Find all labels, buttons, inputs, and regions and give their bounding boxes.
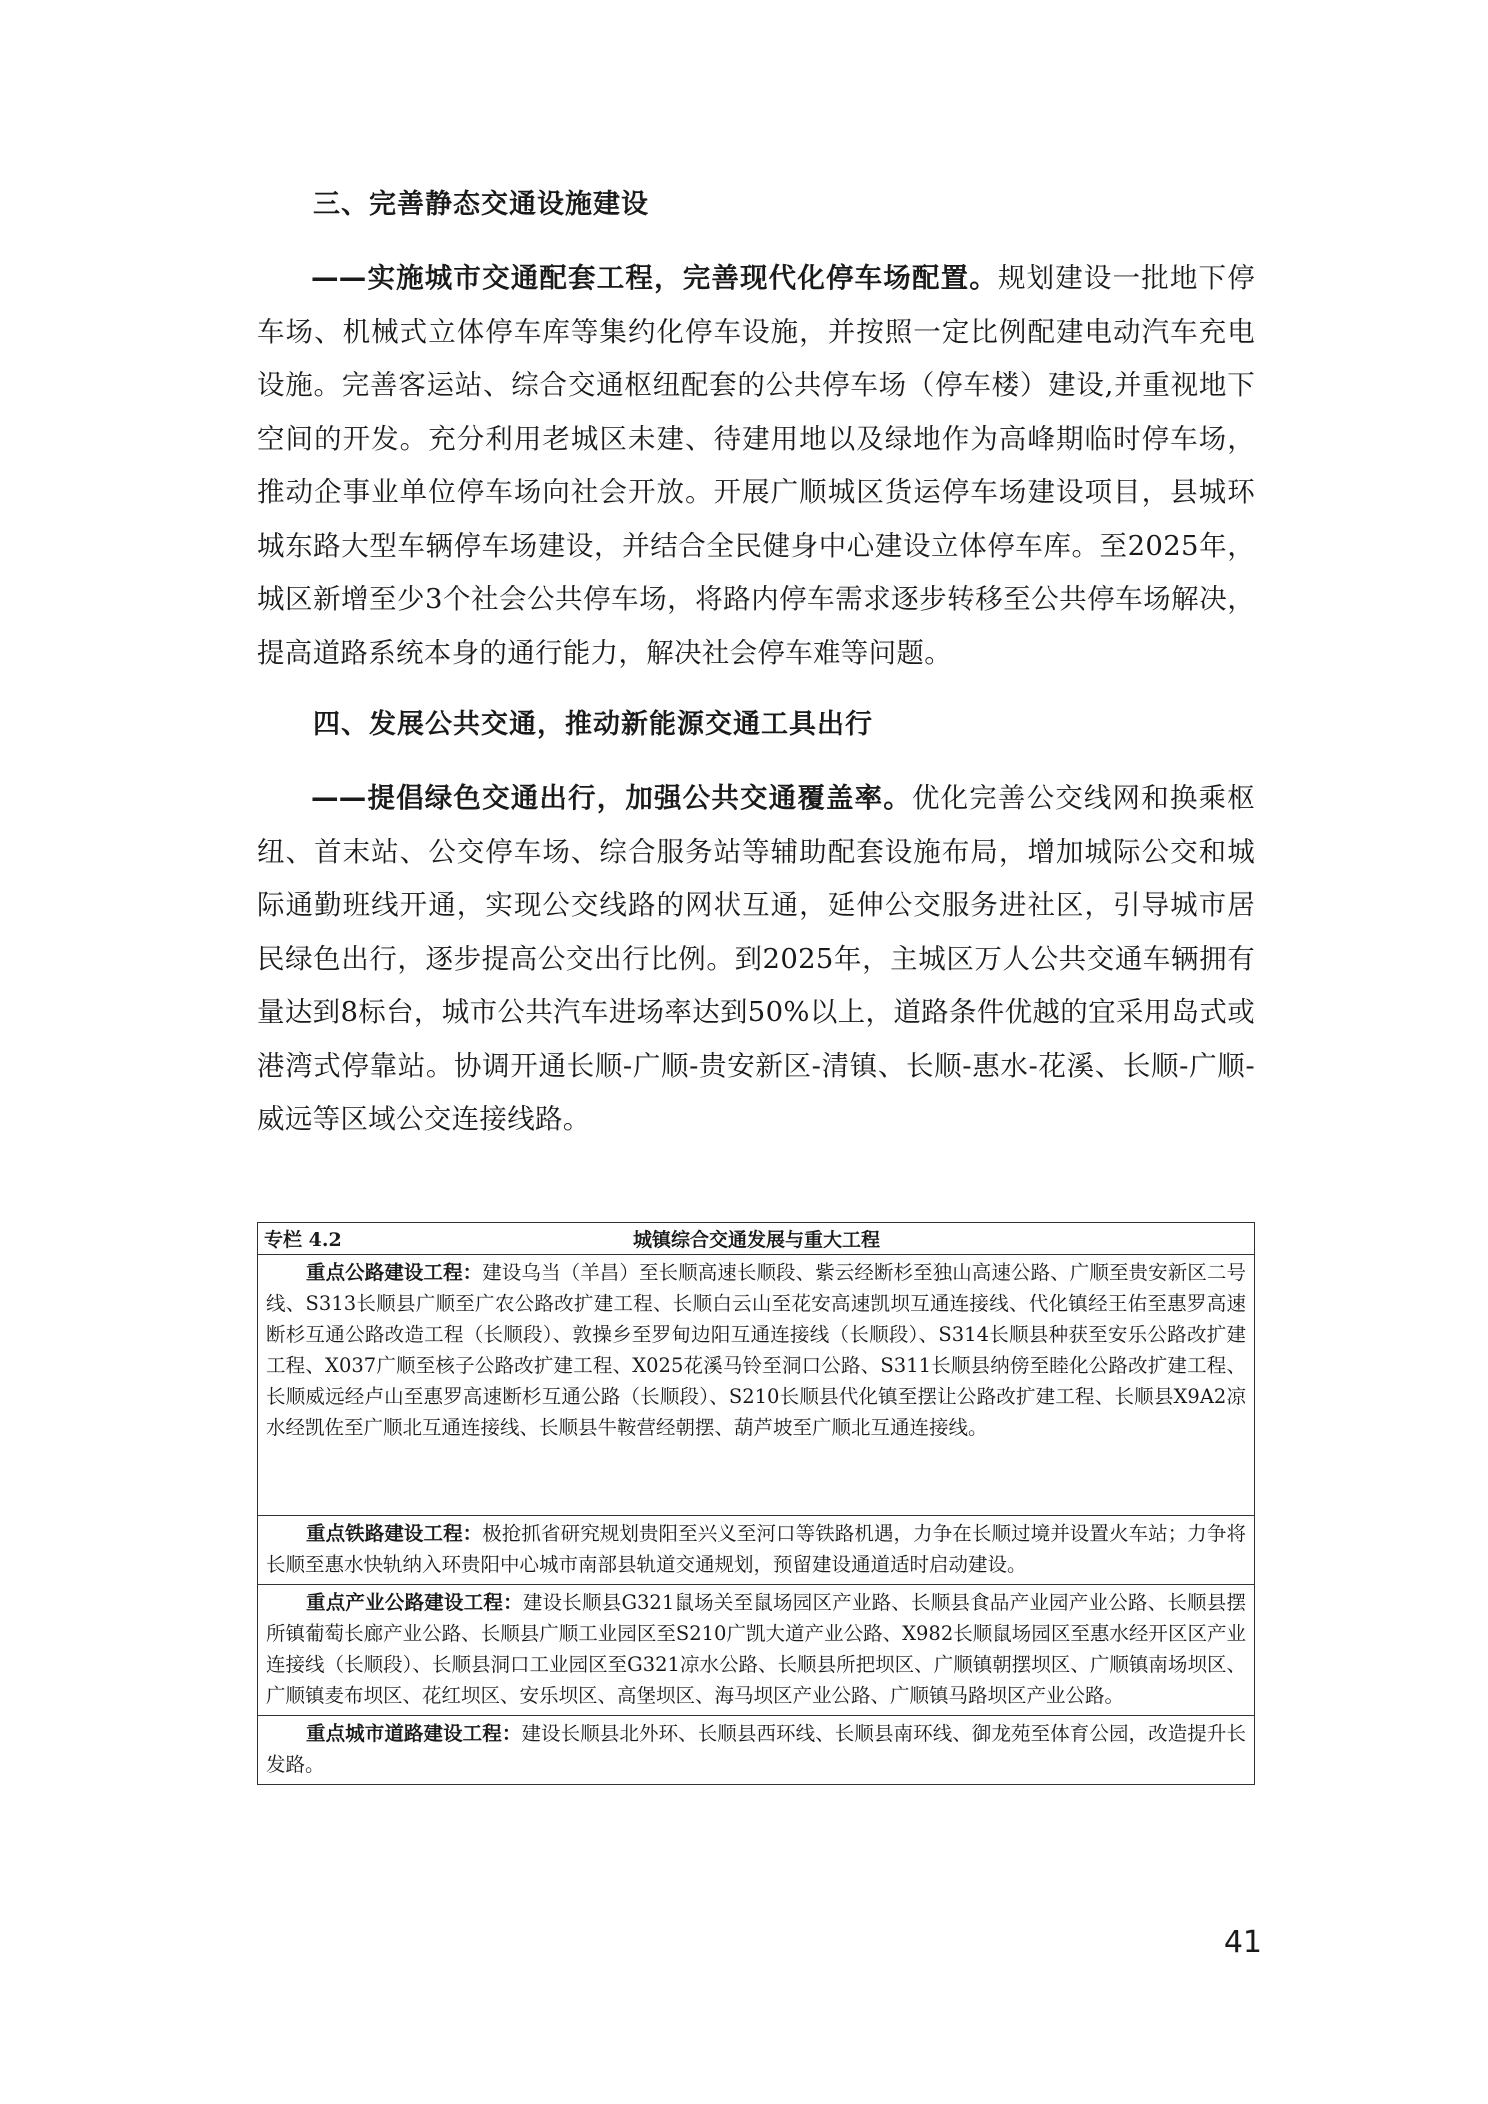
feature-box [257, 1222, 1255, 1785]
section4-heading: 四、发展公共交通，推动新能源交通工具出行 [313, 709, 873, 740]
box-item-text: 建设乌当（羊昌）至长顺高速长顺段、紫云经断杉至独山高速公路、广顺至贵安新区二号线、S313长顺县广顺至广农公路改扩建工程、长顺白云山至花安高速凯坝互通连接线、代化镇经王佑至惠罗高速断杉互通公路改造工程（长顺段）、敦操乡至罗甸边阳互通连接线（长顺段）、S314长顺县种获至安乐公路改扩建工程、X037广顺至核子公路改扩建工程、X025花溪马铃至洞口公路、S311长顺县纳傍至睦化公路改扩建工程、长顺威远经卢山至惠罗高速断杉互通公路（长顺段）、S210长顺县代化镇至摆让公路改扩建工程、长顺县X9A2凉水经凯佐至广顺北互通连接线、长顺县牛鞍营经朝摆、葫芦坡至广顺北互通连接线。 [266, 1261, 1246, 1439]
box-item-railway [258, 1516, 1254, 1585]
box-item-label: 重点公路建设工程： [306, 1261, 483, 1284]
box-item-label: 重点城市道路建设工程： [306, 1722, 522, 1745]
section4-body: 优化完善公交线网和换乘枢纽、首末站、公交停车场、综合服务站等辅助配套设施布局，增加城际公交和城际通勤班线开通，实现公交线路的网状互通，延伸公交服务进社区，引导城市居民绿色出行，逐步提高公交出行比例。到2025年，主城区万人公共交通车辆拥有量达到8标台，城市公共汽车进场率达到50%以上，道路条件优越的宜采用岛式或港湾式停靠站。协调开通长顺-广顺-贵安新区-清镇、长顺-惠水-花溪、长顺-广顺-威远等区域公交连接线路。 [257, 782, 1255, 1135]
section3-heading: 三、完善静态交通设施建设 [313, 189, 649, 220]
box-item-label: 重点铁路建设工程： [306, 1522, 483, 1545]
feature-box-header [258, 1223, 1254, 1255]
feature-box-title: 城镇综合交通发展与重大工程 [633, 1229, 881, 1251]
section3-lead: ——实施城市交通配套工程，完善现代化停车场配置。 [311, 262, 998, 294]
section4-paragraph [257, 772, 1255, 1147]
section3-body: 规划建设一批地下停车场、机械式立体停车库等集约化停车设施，并按照一定比例配建电动汽车充电设施。完善客运站、综合交通枢纽配套的公共停车场（停车楼）建设,并重视地下空间的开发。充分利用老城区未建、待建用地以及绿地作为高峰期临时停车场，推动企事业单位停车场向社会开放。开展广顺城区货运停车场建设项目，县城环城东路大型车辆停车场建设，并结合全民健身中心建设立体停车库。至2025年，城区新增至少3个社会公共停车场，将路内停车需求逐步转移至公共停车场解决，提高道路系统本身的通行能力，解决社会停车难等问题。 [257, 262, 1255, 669]
section4-lead: ——提倡绿色交通出行，加强公共交通覆盖率。 [311, 782, 912, 814]
box-item-label: 重点产业公路建设工程： [306, 1591, 523, 1614]
feature-box-code: 专栏 4.2 [264, 1229, 342, 1251]
box-item-text: 建设长顺县北外环、长顺县西环线、长顺县南环线、御龙苑至体育公园，改造提升长发路。 [266, 1722, 1246, 1776]
box-item-highway [258, 1255, 1254, 1516]
box-item-city-road [258, 1716, 1254, 1784]
box-item-industry-road [258, 1585, 1254, 1716]
page-number: 41 [1223, 1925, 1262, 1960]
main-text [257, 180, 1255, 1167]
box-item-text: 建设长顺县G321鼠场关至鼠场园区产业路、长顺县食品产业园产业公路、长顺县摆所镇葡萄长廊产业公路、长顺县广顺工业园区至S210广凯大道产业公路、X982长顺鼠场园区至惠水经开区区产业连接线（长顺段）、长顺县洞口工业园区至G321凉水公路、长顺县所把坝区、广顺镇朝摆坝区、广顺镇南场坝区、广顺镇麦布坝区、花红坝区、安乐坝区、高堡坝区、海马坝区产业公路、广顺镇马路坝区产业公路。 [266, 1591, 1246, 1707]
box-item-text: 极抢抓省研究规划贵阳至兴义至河口等铁路机遇，力争在长顺过境并设置火车站；力争将长顺至惠水快轨纳入环贵阳中心城市南部县轨道交通规划，预留建设通道适时启动建设。 [266, 1522, 1246, 1576]
section3-paragraph [257, 252, 1255, 680]
